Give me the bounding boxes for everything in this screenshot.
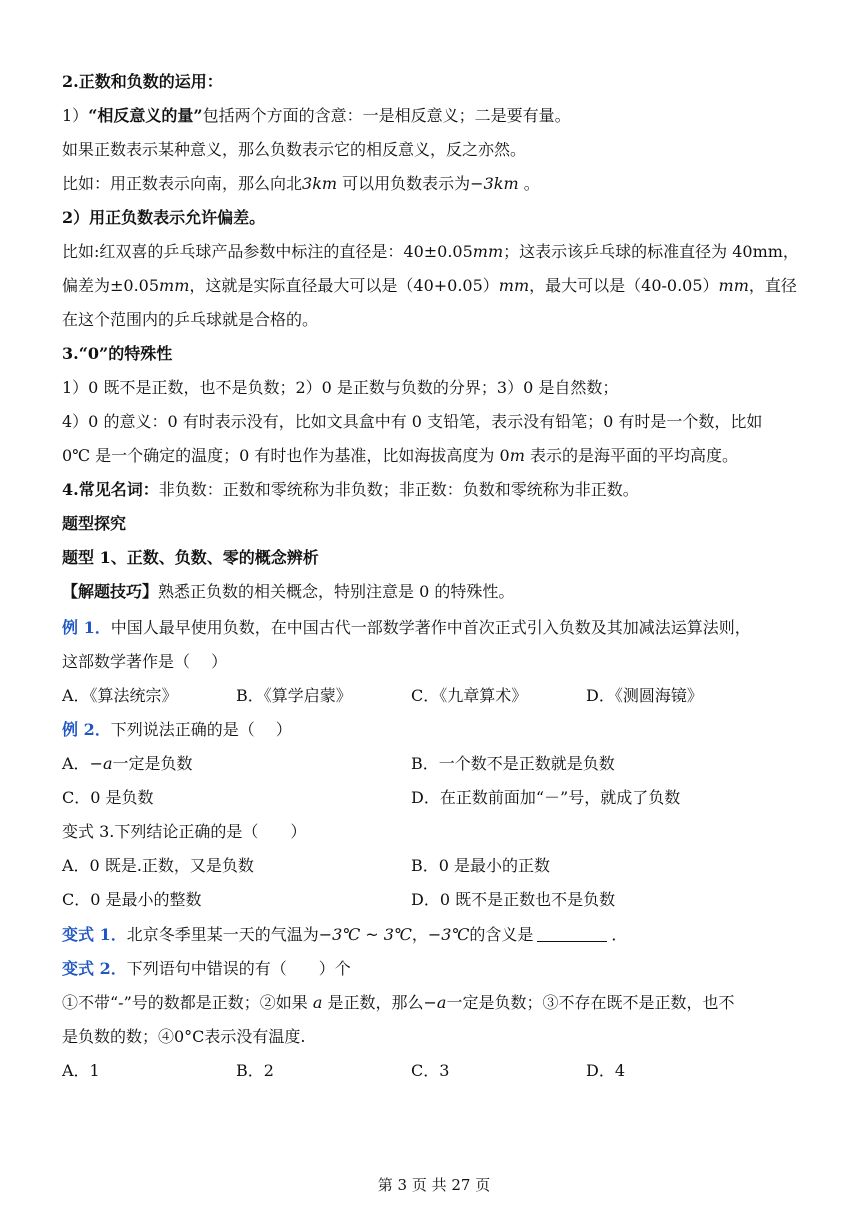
text: 非负数：正数和零统称为非负数；非正数：负数和零统称为非正数。 <box>158 480 639 499</box>
text: 的含义是 <box>469 925 534 944</box>
variant-label: 变式 2． <box>62 959 127 978</box>
option: C．0 是负数 <box>62 788 154 807</box>
text: 可以用负数表示为 <box>337 174 471 193</box>
page-number: 第 3 页 共 27 页 <box>377 1176 491 1194</box>
text: ，直径 <box>748 276 797 295</box>
text: ． <box>611 925 628 944</box>
unit: m <box>509 446 525 465</box>
tip-label: 【解题技巧】 <box>62 582 159 601</box>
paragraph <box>62 480 810 500</box>
section-heading: 2.正数和负数的运用： <box>62 72 223 91</box>
option: D．在正数前面加“－”号，就成了负数 <box>411 788 681 807</box>
paragraph: 在这个范围内的乒乓球就是合格的。 <box>62 310 319 329</box>
option: B．《算学启蒙》 <box>236 686 352 705</box>
text: 表示的是海平面的平均高度。 <box>524 446 738 465</box>
text: 偏差为±0.05 <box>62 276 160 295</box>
text: 北京冬季里某一天的气温为 <box>126 925 319 944</box>
paragraph: 1）0 既不是正数，也不是负数；2）0 是正数与负数的分界；3）0 是自然数； <box>62 378 619 397</box>
option: B．2 <box>236 1061 274 1080</box>
paragraph: 4）0 的意义：0 有时表示没有，比如文具盒中有 0 支铅笔，表示没有铅笔；0 有时是一个数，比如 <box>62 412 763 431</box>
statement-list <box>62 993 810 1013</box>
text: 下列语句中错误的有（ ）个 <box>126 959 351 978</box>
text: 中国人最早使用负数，在中国古代一部数学著作中首次正式引入负数及其加减法运算法则， <box>110 618 751 637</box>
example-label: 例 1． <box>62 618 111 637</box>
option: C．《九章算术》 <box>411 686 528 705</box>
math: −a <box>89 754 113 773</box>
option <box>62 754 193 774</box>
text: 熟悉正负数的相关概念，特别注意是 0 的特殊性。 <box>158 582 515 601</box>
option: A．0 既是.正数，又是负数 <box>62 856 254 875</box>
section-heading: 题型探究 <box>62 514 127 533</box>
option: B．0 是最小的正数 <box>411 856 551 875</box>
option: D．4 <box>586 1061 626 1080</box>
option: C．3 <box>411 1061 450 1080</box>
question <box>62 618 810 638</box>
math: −3km <box>470 174 519 193</box>
text: 。 <box>518 174 540 193</box>
text: A． <box>62 754 90 773</box>
question: 变式 3.下列结论正确的是（ ） <box>62 822 307 841</box>
text: 一定是负数；③不存在既不是正数，也不 <box>446 993 735 1012</box>
text: 一定是负数 <box>112 754 193 773</box>
paragraph <box>62 446 810 466</box>
tip <box>62 582 810 602</box>
paragraph <box>62 174 810 194</box>
example-label: 例 2． <box>62 720 111 739</box>
paragraph <box>62 106 810 126</box>
math: 3km <box>302 174 338 193</box>
answer-blank[interactable] <box>537 927 607 942</box>
math: −3℃ ~ 3℃ <box>318 925 412 944</box>
option: A．1 <box>62 1061 100 1080</box>
text: 下列说法正确的是（ ） <box>110 720 292 739</box>
text: ；这表示该乒乓球的标准直径为 40mm， <box>503 242 799 261</box>
unit: mm <box>159 276 190 295</box>
math: −3℃ <box>427 925 470 944</box>
text: 0℃ 是一个确定的温度；0 有时也作为基准，比如海拔高度为 0 <box>62 446 510 465</box>
text: 比如：用正数表示向南，那么向北 <box>62 174 303 193</box>
statement-list: 是负数的数；④0°C表示没有温度. <box>62 1027 306 1046</box>
unit: mm <box>718 276 749 295</box>
text: ，这就是实际直径最大可以是（40+0.05） <box>189 276 499 295</box>
question <box>62 720 810 740</box>
math: a <box>312 993 323 1012</box>
option: B．一个数不是正数就是负数 <box>411 754 615 773</box>
paragraph <box>62 276 810 296</box>
question: 这部数学著作是（ ） <box>62 652 228 671</box>
option: A．《算法统宗》 <box>62 686 178 705</box>
question-type-heading: 题型 1、正数、负数、零的概念辨析 <box>62 548 319 567</box>
math: −a <box>423 993 447 1012</box>
text: ①不带“-”号的数都是正数；②如果 <box>62 993 313 1012</box>
variant-label: 变式 1． <box>62 925 127 944</box>
paragraph: 如果正数表示某种意义，那么负数表示它的相反意义，反之亦然。 <box>62 140 527 159</box>
paragraph <box>62 242 810 262</box>
section-heading: 3.“0”的特殊性 <box>62 344 173 363</box>
text: 1） <box>62 106 89 125</box>
text: ， <box>411 925 428 944</box>
unit: mm <box>498 276 530 295</box>
text: ，最大可以是（40-0.05） <box>529 276 719 295</box>
text: 是正数，那么 <box>322 993 424 1012</box>
unit: mm <box>472 242 504 261</box>
option: C．0 是最小的整数 <box>62 890 202 909</box>
text: 包括两个方面的含意：一是相反意义；二是要有量。 <box>202 106 571 125</box>
text: 比如:红双喜的乒乓球产品参数中标注的直径是：40±0.05 <box>62 242 473 261</box>
section-heading: 4.常见名词： <box>62 480 159 499</box>
option: D．《测圆海镜》 <box>586 686 703 705</box>
bold-term: “相反意义的量” <box>88 106 203 125</box>
option: D．0 既不是正数也不是负数 <box>411 890 616 909</box>
subheading: 2）用正负数表示允许偏差。 <box>62 208 266 227</box>
question <box>62 959 810 979</box>
question <box>62 925 810 945</box>
